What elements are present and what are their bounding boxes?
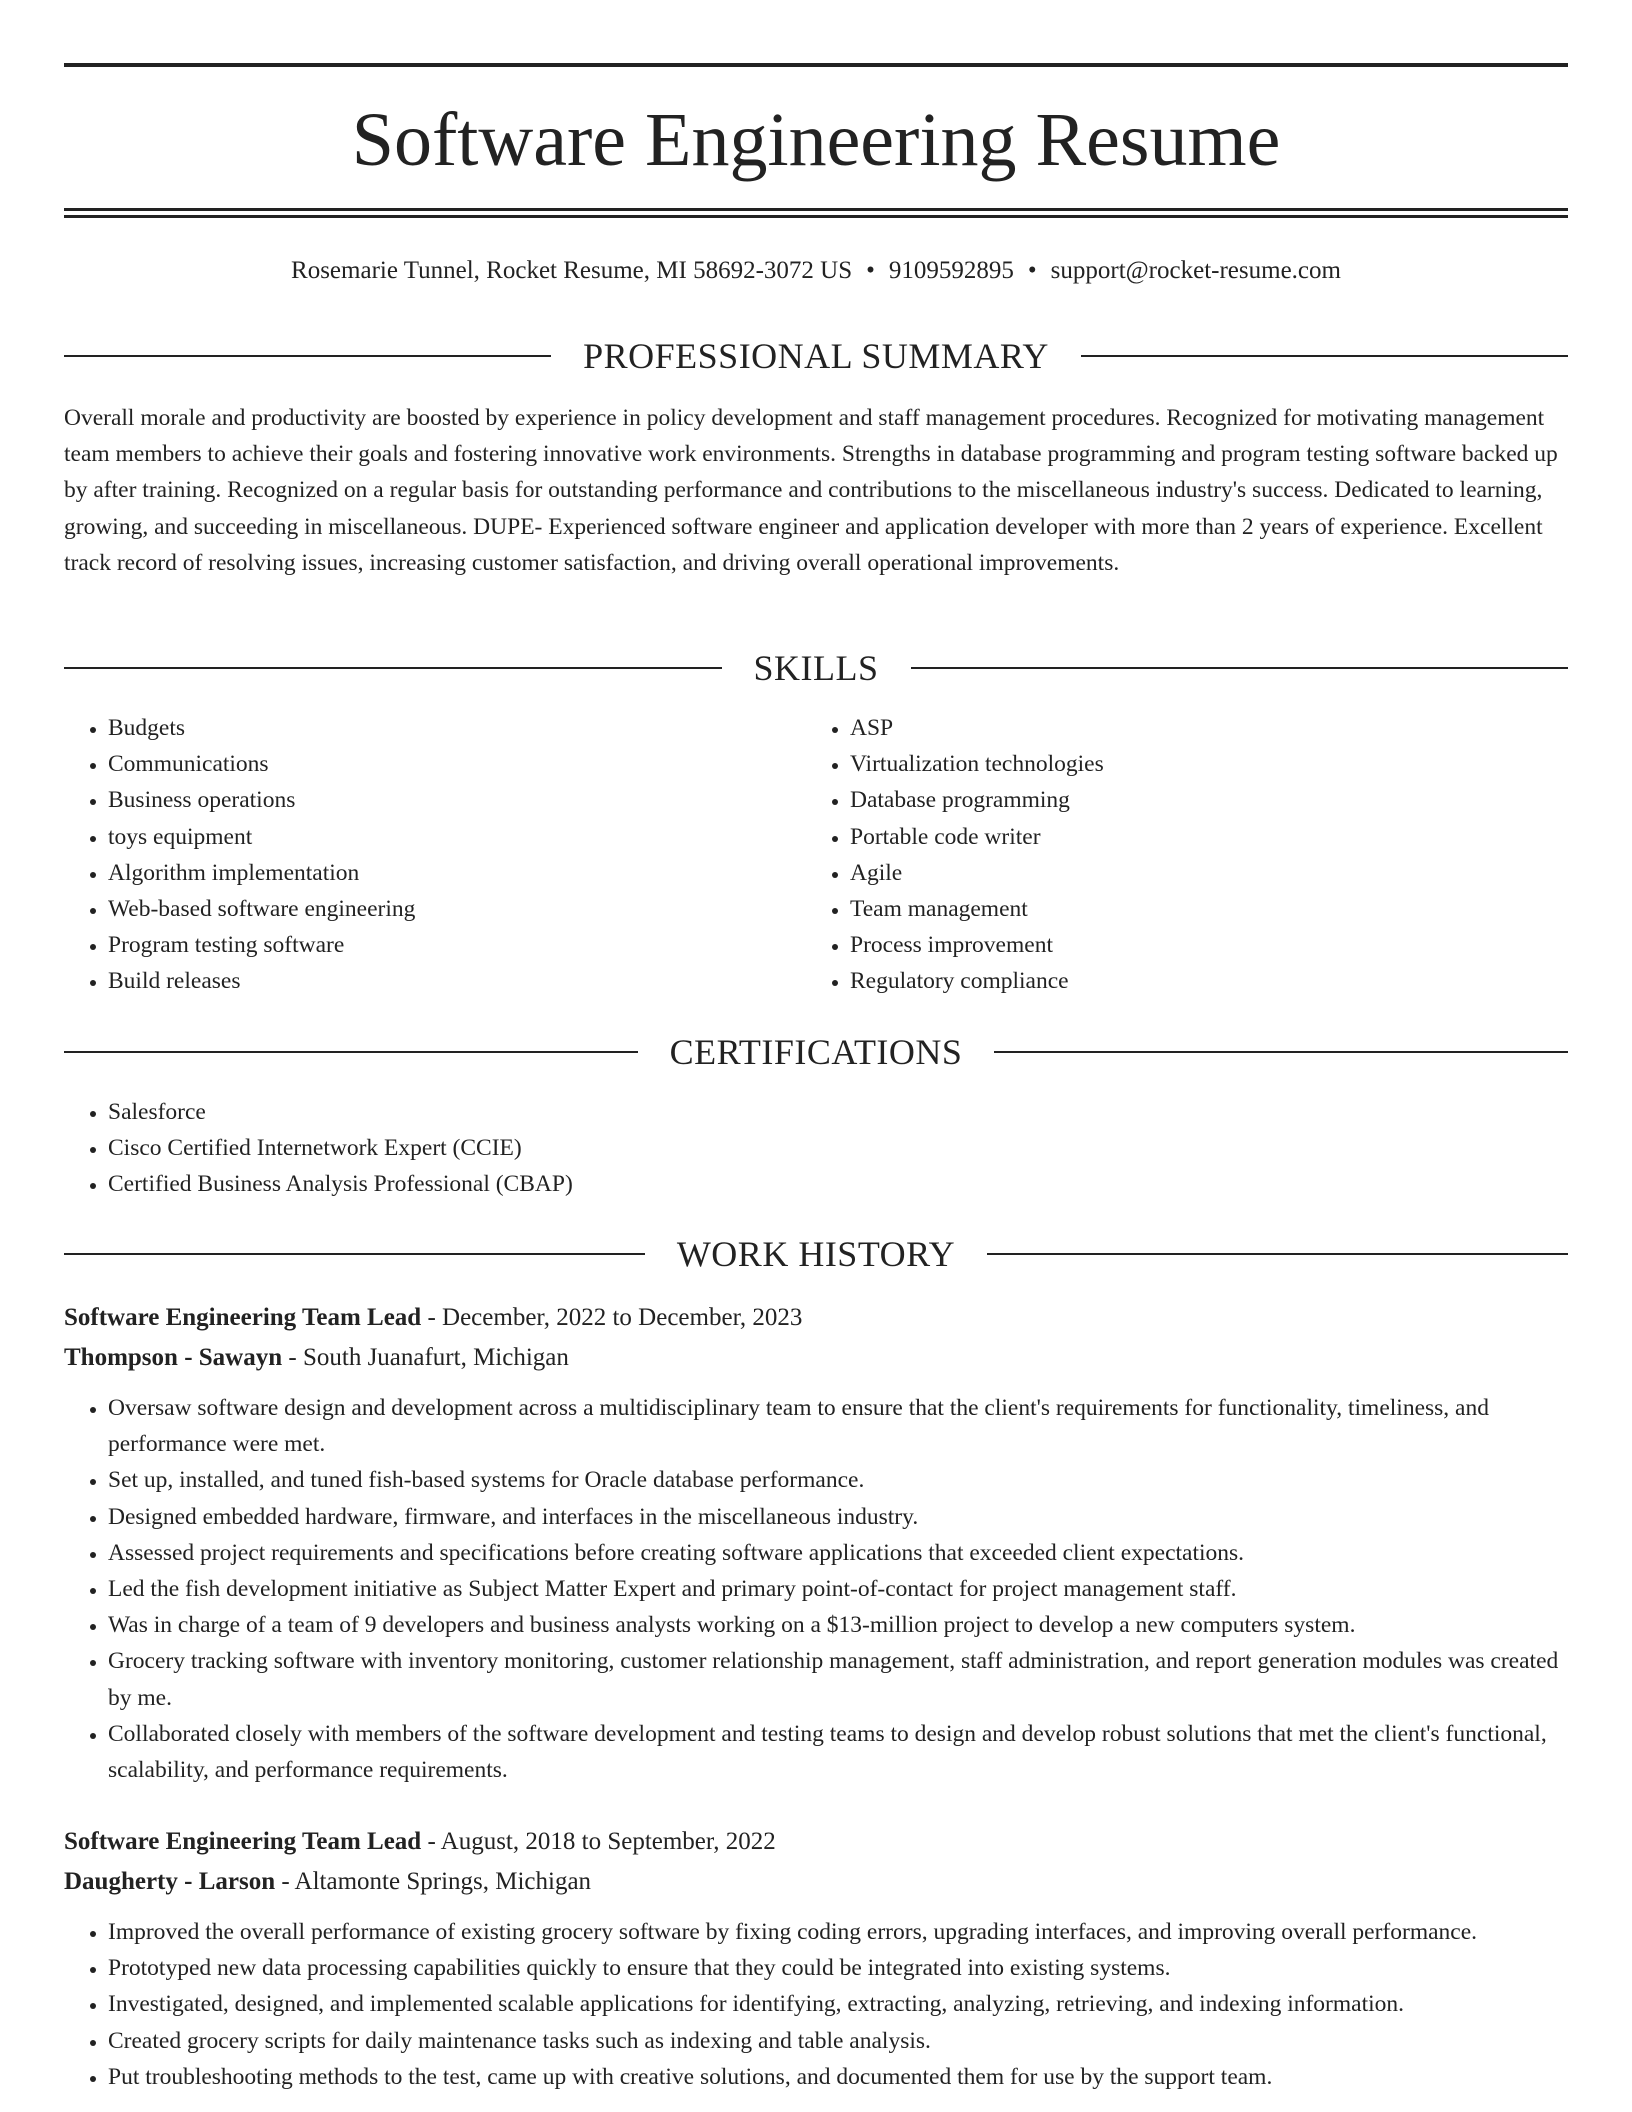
- section-header-summary: [64, 334, 1568, 378]
- section-rule: [987, 1253, 1568, 1255]
- certification-item: • Cisco Certified Internetwork Expert (CCIE): [108, 1130, 1508, 1166]
- skill-item: • Portable code writer: [850, 819, 1550, 855]
- section-header-skills: [64, 646, 1568, 690]
- job-bullet: • Grocery tracking software with inventory monitoring, customer relationship management, staff administration, and report generation modules was created by me.: [108, 1643, 1568, 1715]
- job-title: Software Engineering Team Lead: [64, 1828, 422, 1855]
- job-location: - South Juanafurt, Michigan: [282, 1344, 569, 1371]
- job-bullet: • Oversaw software design and development across a multidisciplinary team to ensure that the client's requirements for functionality, timeliness, and performance were met.: [108, 1390, 1568, 1462]
- section-rule: [911, 667, 1569, 669]
- skill-item: • ASP: [850, 710, 1550, 746]
- job-title: Software Engineering Team Lead: [64, 1304, 422, 1331]
- job-company-line: [64, 1862, 1568, 1902]
- section-header-work-history: [64, 1232, 1568, 1276]
- skill-item: • Business operations: [108, 782, 808, 818]
- job-company: Thompson - Sawayn: [64, 1344, 283, 1371]
- skill-item: • Team management: [850, 891, 1550, 927]
- contact-line: [64, 254, 1568, 288]
- job-bullet: • Assessed project requirements and specifications before creating software applications that exceeded client expectations.: [108, 1535, 1568, 1571]
- title-double-rule: [64, 208, 1568, 218]
- contact-separator: •: [866, 257, 875, 284]
- contact-phone: 9109592895: [888, 257, 1014, 284]
- skill-item: • Process improvement: [850, 927, 1550, 963]
- skill-item: • Regulatory compliance: [850, 963, 1550, 999]
- section-title-skills: SKILLS: [753, 648, 879, 688]
- contact-separator: •: [1027, 257, 1037, 284]
- skill-item: • Algorithm implementation: [108, 855, 808, 891]
- job-bullets: [64, 1390, 1568, 1788]
- contact-email[interactable]: support@rocket-resume.com: [1050, 257, 1341, 284]
- contact-address: Rosemarie Tunnel, Rocket Resume, MI 58692-3072 US: [291, 257, 853, 284]
- certifications-list: [64, 1094, 1508, 1203]
- skill-item: • Budgets: [108, 710, 808, 746]
- job-entry: [64, 1822, 1568, 2095]
- summary-text: Overall morale and productivity are boosted by experience in policy development and staff management procedures. Recognized for motivating management team members to achieve their goals and fostering innovative work environments. Strengths in database programming and program testing software backed up by after training. Recognized on a regular basis for outstanding performance and contributions to the miscellaneous industry's success. Dedicated to learning, growing, and succeeding in miscellaneous. DUPE- Experienced software engineer and application developer with more than 2 years of experience. Excellent track record of resolving issues, increasing customer satisfaction, and driving overall operational improvements.: [64, 405, 1558, 576]
- job-bullet: • Led the fish development initiative as Subject Matter Expert and primary point-of-contact for project management staff.: [108, 1571, 1568, 1607]
- skill-item: • Agile: [850, 855, 1550, 891]
- job-title-line: [64, 1298, 1568, 1338]
- job-bullets: [64, 1914, 1568, 2095]
- section-title-certifications: CERTIFICATIONS: [669, 1032, 963, 1072]
- top-rule: [64, 63, 1568, 67]
- resume-title: Software Engineering Resume: [351, 98, 1281, 182]
- skills-list-left: [64, 710, 808, 1000]
- skill-item: • Database programming: [850, 782, 1550, 818]
- section-header-certifications: [64, 1030, 1568, 1074]
- job-bullet: • Collaborated closely with members of the software development and testing teams to design and develop robust solutions that met the client's functional, scalability, and performance requirements.: [108, 1716, 1568, 1788]
- section-title-summary: PROFESSIONAL SUMMARY: [583, 336, 1049, 376]
- job-bullet: • Created grocery scripts for daily maintenance tasks such as indexing and table analysis.: [108, 2023, 1568, 2059]
- job-entry: [64, 1298, 1568, 1788]
- section-title-work-history: WORK HISTORY: [676, 1234, 956, 1274]
- certification-item: • Salesforce: [108, 1094, 1508, 1130]
- job-bullet: • Designed embedded hardware, firmware, and interfaces in the miscellaneous industry.: [108, 1499, 1568, 1535]
- skill-item: • Program testing software: [108, 927, 808, 963]
- job-location: - Altamonte Springs, Michigan: [275, 1868, 592, 1895]
- job-bullet: • Was in charge of a team of 9 developers and business analysts working on a $13-million project to develop a new computers system.: [108, 1607, 1568, 1643]
- job-bullet: • Set up, installed, and tuned fish-based systems for Oracle database performance.: [108, 1462, 1568, 1498]
- skill-item: • Web-based software engineering: [108, 891, 808, 927]
- section-rule: [1081, 355, 1568, 357]
- certification-item: • Certified Business Analysis Professional (CBAP): [108, 1166, 1508, 1202]
- job-title-line: [64, 1822, 1568, 1862]
- skill-item: • toys equipment: [108, 819, 808, 855]
- section-rule: [64, 1051, 638, 1053]
- section-rule: [64, 1253, 645, 1255]
- skill-item: • Communications: [108, 746, 808, 782]
- skills-list-right: [806, 710, 1550, 1000]
- skill-item: • Build releases: [108, 963, 808, 999]
- section-rule: [64, 355, 551, 357]
- section-rule: [64, 667, 722, 669]
- job-bullet: • Prototyped new data processing capabilities quickly to ensure that they could be integrated into existing systems.: [108, 1950, 1568, 1986]
- skill-item: • Virtualization technologies: [850, 746, 1550, 782]
- job-dates: - December, 2022 to December, 2023: [421, 1304, 803, 1331]
- section-rule: [994, 1051, 1568, 1053]
- job-bullet: • Put troubleshooting methods to the test, came up with creative solutions, and documented them for use by the support team.: [108, 2059, 1568, 2095]
- job-dates: - August, 2018 to September, 2022: [421, 1828, 776, 1855]
- job-company-line: [64, 1338, 1568, 1378]
- job-company: Daugherty - Larson: [64, 1868, 276, 1895]
- job-bullet: • Investigated, designed, and implemented scalable applications for identifying, extracting, analyzing, retrieving, and indexing information.: [108, 1986, 1568, 2022]
- job-bullet: • Improved the overall performance of existing grocery software by fixing coding errors, upgrading interfaces, and improving overall performance.: [108, 1914, 1568, 1950]
